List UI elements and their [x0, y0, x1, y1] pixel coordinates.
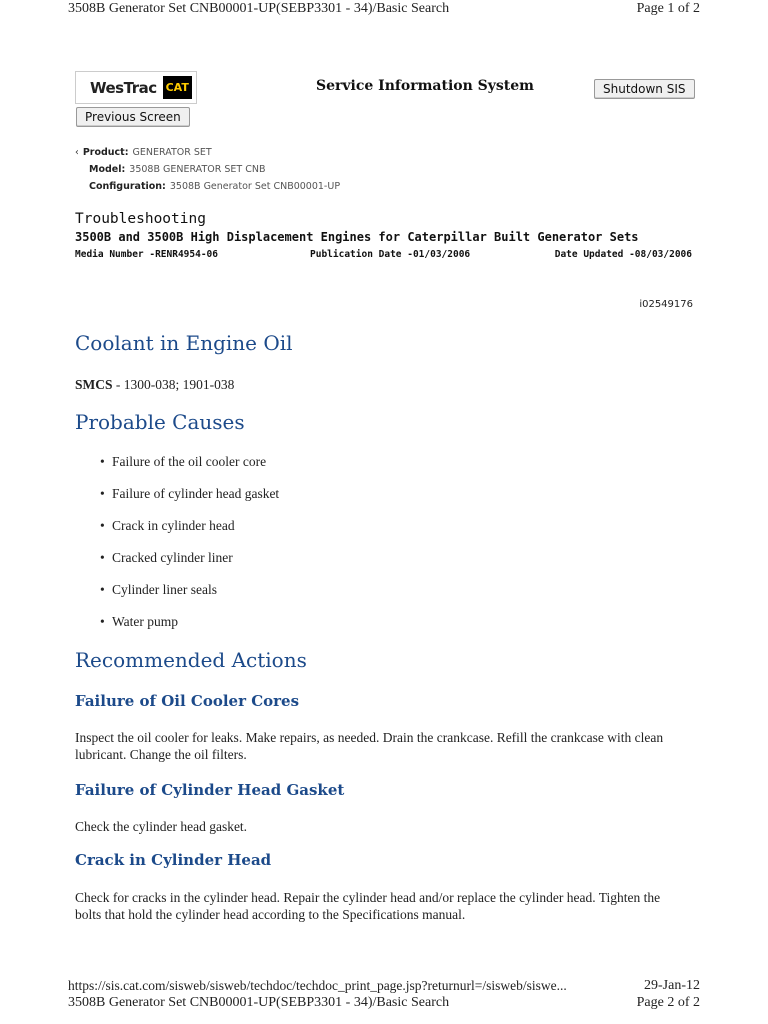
list-item: • Crack in cylinder head	[100, 518, 279, 550]
configuration-value: 3508B Generator Set CNB00001-UP	[169, 181, 341, 192]
sis-title: Service Information System	[316, 78, 534, 94]
product-label: Product:	[82, 147, 129, 158]
print-footer-date: 29-Jan-12	[644, 978, 700, 993]
publication-date: Publication Date -01/03/2006	[310, 249, 471, 260]
print-footer-url: https://sis.cat.com/sisweb/sisweb/techdoc/techdoc_print_page.jsp?returnurl=/sisweb/siswe...	[68, 978, 567, 993]
list-item: • Failure of cylinder head gasket	[100, 486, 279, 518]
previous-screen-button[interactable]: Previous Screen	[76, 107, 190, 127]
section-text: Check the cylinder head gasket.	[75, 819, 248, 834]
section-text: Inspect the oil cooler for leaks. Make repairs, as needed. Drain the crankcase. Refill the crankcase with clean lubricant. Change the oil filters.	[75, 730, 664, 762]
smcs-value: - 1300-038; 1901-038	[112, 377, 235, 392]
doc-id: i02549176	[639, 299, 693, 310]
list-item: • Cylinder liner seals	[100, 582, 279, 614]
configuration-row	[89, 181, 340, 192]
list-item: • Cracked cylinder liner	[100, 550, 279, 582]
section-heading: Crack in Cylinder Head	[75, 851, 272, 869]
product-value: GENERATOR SET	[132, 147, 212, 158]
smcs-line	[75, 376, 234, 393]
recommended-actions-heading: Recommended Actions	[75, 648, 307, 672]
doc-subtitle: 3500B and 3500B High Displacement Engines for Caterpillar Built Generator Sets	[75, 230, 639, 244]
configuration-label: Configuration:	[89, 181, 166, 192]
shutdown-sis-button[interactable]: Shutdown SIS	[594, 79, 695, 99]
section-heading: Failure of Oil Cooler Cores	[75, 692, 300, 710]
product-row	[75, 147, 212, 158]
collapse-chevron-icon[interactable]: ‹	[75, 147, 79, 158]
list-item: • Water pump	[100, 614, 279, 646]
print-header-page-2: Page 2 of 2	[636, 995, 700, 1010]
print-header-page: Page 1 of 2	[636, 1, 700, 16]
media-number: Media Number -RENR4954-06	[75, 249, 218, 260]
doc-type: Troubleshooting	[75, 211, 206, 227]
print-header-title-2: 3508B Generator Set CNB00001-UP(SEBP3301 - 34)/Basic Search	[68, 995, 450, 1010]
date-updated: Date Updated -08/03/2006	[554, 249, 692, 260]
print-header-title: 3508B Generator Set CNB00001-UP(SEBP3301 - 34)/Basic Search	[68, 1, 450, 16]
westrac-cat-logo	[75, 71, 197, 104]
model-label: Model:	[89, 164, 126, 175]
section-text: Check for cracks in the cylinder head. Repair the cylinder head and/or replace the cylinder head. Tighten the bolts that hold the cylinder head according to the Specifications manual.	[75, 890, 661, 922]
article-title: Coolant in Engine Oil	[75, 331, 293, 355]
section-heading: Failure of Cylinder Head Gasket	[75, 781, 345, 799]
model-row	[89, 164, 265, 175]
model-value: 3508B GENERATOR SET CNB	[129, 164, 266, 175]
cat-badge: CAT	[163, 76, 192, 99]
list-item: • Failure of the oil cooler core	[100, 454, 279, 486]
probable-causes-list	[100, 454, 279, 646]
logo-text: WesTrac	[90, 78, 157, 97]
probable-causes-heading: Probable Causes	[75, 410, 245, 434]
smcs-label: SMCS	[75, 377, 113, 392]
